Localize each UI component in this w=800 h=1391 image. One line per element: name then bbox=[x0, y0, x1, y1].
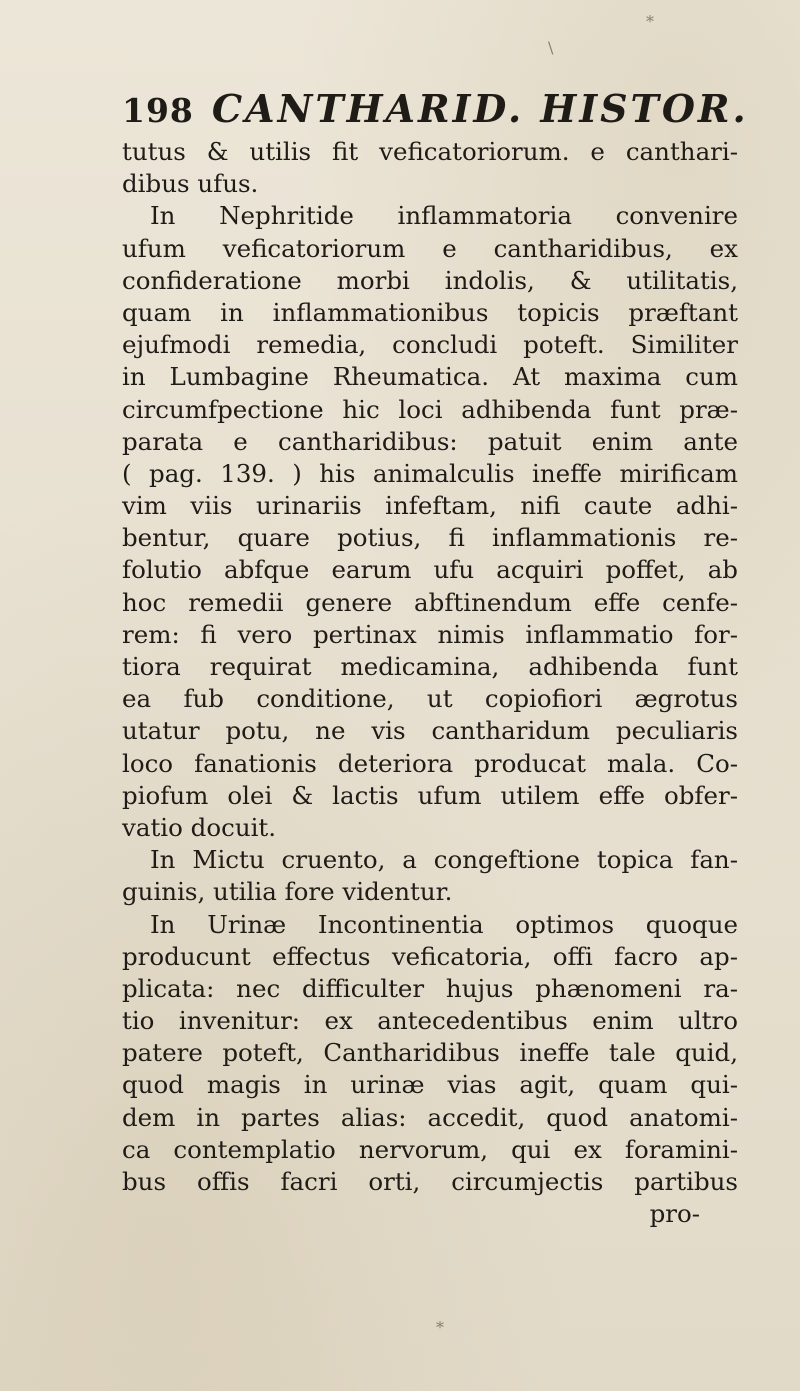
text-line: hoc remedii genere abftinendum effe cenfe- bbox=[122, 587, 738, 617]
text-line: vatio docuit. bbox=[122, 812, 277, 842]
text-line: ea fub conditione, ut copiofiori ægrotus bbox=[122, 684, 738, 714]
text-line: pro- bbox=[649, 1199, 700, 1229]
text-line: In Urinæ Incontinentia optimos quoque bbox=[150, 909, 738, 939]
text-line: circumfpectione hic loci adhibenda funt præ- bbox=[122, 394, 738, 424]
text-line: ( pag. 139. ) his animalculis ineffe mirificam bbox=[122, 458, 738, 488]
text-line: bentur, quare potius, fi inflammationis re- bbox=[122, 523, 738, 553]
text-line: in Lumbagine Rheumatica. At maxima cum bbox=[122, 362, 738, 392]
text-line: rem: fi vero pertinax nimis inflammatio for- bbox=[122, 619, 738, 649]
running-head: CANTHARID. HISTOR. bbox=[211, 86, 749, 131]
text-line: folutio abfque earum ufu acquiri poffet, ab bbox=[122, 555, 738, 585]
text-line: In Nephritide inflammatoria convenire bbox=[150, 201, 738, 231]
text-line: bus offis facri orti, circumjectis partibus bbox=[122, 1167, 738, 1196]
text-line: tio invenitur: ex antecedentibus enim ultro bbox=[122, 1006, 738, 1036]
ink-speck: * bbox=[436, 1318, 444, 1337]
text-line: quod magis in urinæ vias agit, quam qui- bbox=[122, 1070, 738, 1100]
text-line: quam in inflammationibus topicis præftant bbox=[122, 297, 738, 327]
text-line: piofum olei & lactis ufum utilem effe obfer- bbox=[122, 780, 738, 810]
body-text bbox=[122, 136, 738, 1230]
text-line: plicata: nec difficulter hujus phænomeni ra- bbox=[122, 973, 738, 1003]
text-line: tiora requirat medicamina, adhibenda funt bbox=[122, 652, 738, 681]
text-line: In Mictu cruento, a congeftione topica fan- bbox=[150, 845, 738, 875]
text-line: parata e cantharidibus: patuit enim ante bbox=[122, 426, 738, 456]
text-line: dibus ufus. bbox=[122, 169, 259, 199]
text-line: ejufmodi remedia, concludi poteft. Similiter bbox=[122, 330, 738, 360]
text-line: vim viis urinariis infeftam, nifi caute adhi- bbox=[122, 491, 738, 521]
text-line: producunt effectus veficatoria, offi facro ap- bbox=[122, 941, 738, 971]
text-line: patere poteft, Cantharidibus ineffe tale quid, bbox=[122, 1038, 738, 1068]
text-line: tutus & utilis fit veficatoriorum. e canthari- bbox=[122, 137, 738, 166]
page-number: 198 bbox=[122, 91, 194, 130]
text-line: utatur potu, ne vis cantharidum peculiaris bbox=[122, 716, 738, 746]
text-line: dem in partes alias: accedit, quod anatomi- bbox=[122, 1102, 738, 1132]
text-line: ufum veficatoriorum e cantharidibus, ex bbox=[122, 233, 738, 263]
text-line: confideratione morbi indolis, & utilitatis, bbox=[122, 265, 738, 295]
text-line: loco fanationis deteriora producat mala. Co- bbox=[122, 748, 738, 778]
ink-speck: * bbox=[646, 12, 654, 31]
ink-speck: \ bbox=[548, 38, 554, 57]
text-line: ca contemplatio nervorum, qui ex foramini- bbox=[122, 1134, 738, 1164]
text-line: guinis, utilia fore videntur. bbox=[122, 877, 453, 907]
